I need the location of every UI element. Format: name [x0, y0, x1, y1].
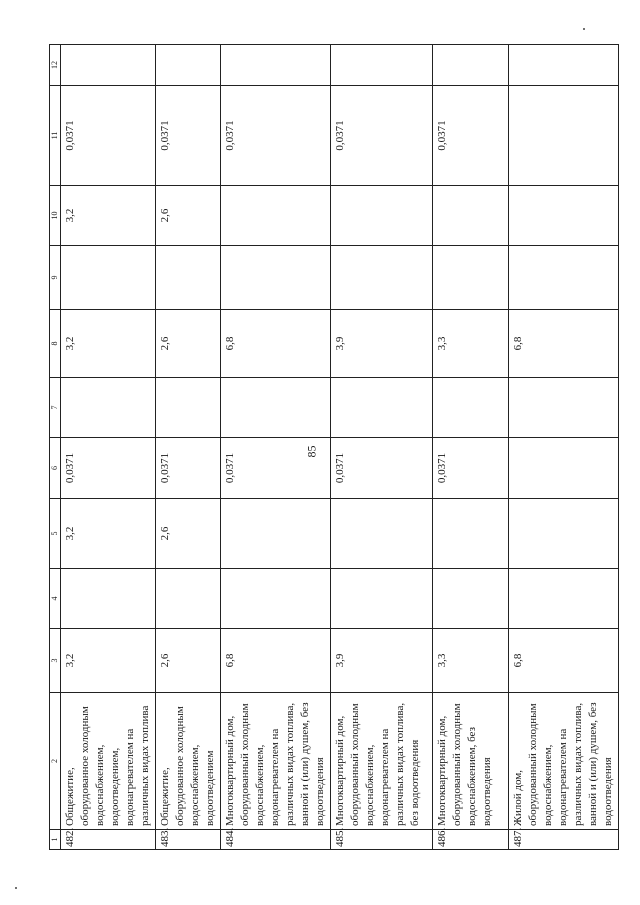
cell-col12: [221, 45, 331, 86]
col-header: 3: [50, 629, 61, 693]
cell-col11: [509, 86, 619, 186]
cell-col4: [221, 569, 331, 629]
cell-col9: [331, 246, 433, 310]
cell-col4: [433, 569, 509, 629]
row-number: 485.: [331, 830, 433, 850]
cell-col10: [221, 186, 331, 246]
tariff-table: [49, 44, 619, 850]
cell-col5: 2,6: [156, 499, 221, 569]
table-row: [331, 45, 433, 850]
table-row: [61, 45, 156, 850]
table-row: [156, 45, 221, 850]
row-description: Общежитие, оборудованное холодным водоснабжением, водоотведением: [156, 693, 221, 830]
scan-speck: [583, 28, 585, 30]
cell-col6: 0,0371: [61, 438, 156, 499]
cell-col5: [433, 499, 509, 569]
row-description: Общежитие, оборудованное холодным водоснабжением, водоотведением, водонагревателем на различных видах топлива: [61, 693, 156, 830]
cell-col12: [509, 45, 619, 86]
cell-col7: [331, 378, 433, 438]
cell-col12: [433, 45, 509, 86]
cell-col7: [156, 378, 221, 438]
row-number: 484.: [221, 830, 331, 850]
cell-col9: [61, 246, 156, 310]
col-header: 10: [50, 186, 61, 246]
cell-col11: 0,0371: [156, 86, 221, 186]
column-number-row: [50, 45, 61, 850]
cell-col3: 3,9: [331, 629, 433, 693]
cell-col11: 0,0371: [61, 86, 156, 186]
cell-col6: 0,0371: [433, 438, 509, 499]
row-number: 483.: [156, 830, 221, 850]
cell-col8: 3,9: [331, 310, 433, 378]
col-header: 2: [50, 693, 61, 830]
col-header: 5: [50, 499, 61, 569]
cell-col7: [61, 378, 156, 438]
cell-col6: [509, 438, 619, 499]
page-number: 85: [304, 445, 319, 458]
row-description: Жилой дом, оборудованный холодным водоснабжением, водонагревателем на различных видах топлива, ванной и (или) душем, без водоотведения: [509, 693, 619, 830]
cell-col12: [331, 45, 433, 86]
col-header: 8: [50, 310, 61, 378]
table-row: [509, 45, 619, 850]
cell-col4: [61, 569, 156, 629]
cell-col5: [331, 499, 433, 569]
cell-col9: [433, 246, 509, 310]
table-row: [221, 45, 331, 850]
cell-col6: 0,0371: [221, 438, 331, 499]
cell-col3: 6,8: [509, 629, 619, 693]
col-header: 7: [50, 378, 61, 438]
scan-speck: [15, 887, 17, 889]
col-header: 1: [50, 830, 61, 850]
col-header: 4: [50, 569, 61, 629]
row-description: Многоквартирный дом, оборудованный холодным водоснабжением, без водоотведения: [433, 693, 509, 830]
cell-col9: [156, 246, 221, 310]
cell-col3: 2,6: [156, 629, 221, 693]
cell-col3: 3,3: [433, 629, 509, 693]
cell-col7: [433, 378, 509, 438]
cell-col5: 3,2: [61, 499, 156, 569]
cell-col8: 6,8: [221, 310, 331, 378]
cell-col4: [509, 569, 619, 629]
cell-col8: 3,3: [433, 310, 509, 378]
cell-col9: [221, 246, 331, 310]
cell-col4: [156, 569, 221, 629]
cell-col6: 0,0371: [156, 438, 221, 499]
cell-col4: [331, 569, 433, 629]
col-header: 11: [50, 86, 61, 186]
cell-col10: 3,2: [61, 186, 156, 246]
cell-col10: 2,6: [156, 186, 221, 246]
cell-col11: 0,0371: [433, 86, 509, 186]
table-row: [433, 45, 509, 850]
cell-col8: 3,2: [61, 310, 156, 378]
cell-col12: [156, 45, 221, 86]
cell-col7: [221, 378, 331, 438]
col-header: 12: [50, 45, 61, 86]
row-description: Многоквартирный дом, оборудованный холодным водоснабжением, водонагревателем на различных видах топлива, ванной и (или) душем, без водоотведения: [221, 693, 331, 830]
cell-col5: [221, 499, 331, 569]
tariff-table-rotated: [49, 45, 614, 850]
cell-col7: [509, 378, 619, 438]
cell-col3: 3,2: [61, 629, 156, 693]
col-header: 6: [50, 438, 61, 499]
row-number: 486.: [433, 830, 509, 850]
cell-col10: [433, 186, 509, 246]
cell-col6: 0,0371: [331, 438, 433, 499]
cell-col5: [509, 499, 619, 569]
cell-col9: [509, 246, 619, 310]
row-description: Многоквартирный дом, оборудованный холодным водоснабжением, водонагревателем на различных видах топлива, без водоотведения: [331, 693, 433, 830]
row-number: 482.: [61, 830, 156, 850]
cell-col11: 0,0371: [331, 86, 433, 186]
cell-col11: 0,0371: [221, 86, 331, 186]
col-header: 9: [50, 246, 61, 310]
cell-col8: 2,6: [156, 310, 221, 378]
cell-col8: 6,8: [509, 310, 619, 378]
row-number: 487.: [509, 830, 619, 850]
cell-col12: [61, 45, 156, 86]
cell-col10: [331, 186, 433, 246]
cell-col10: [509, 186, 619, 246]
cell-col3: 6,8: [221, 629, 331, 693]
